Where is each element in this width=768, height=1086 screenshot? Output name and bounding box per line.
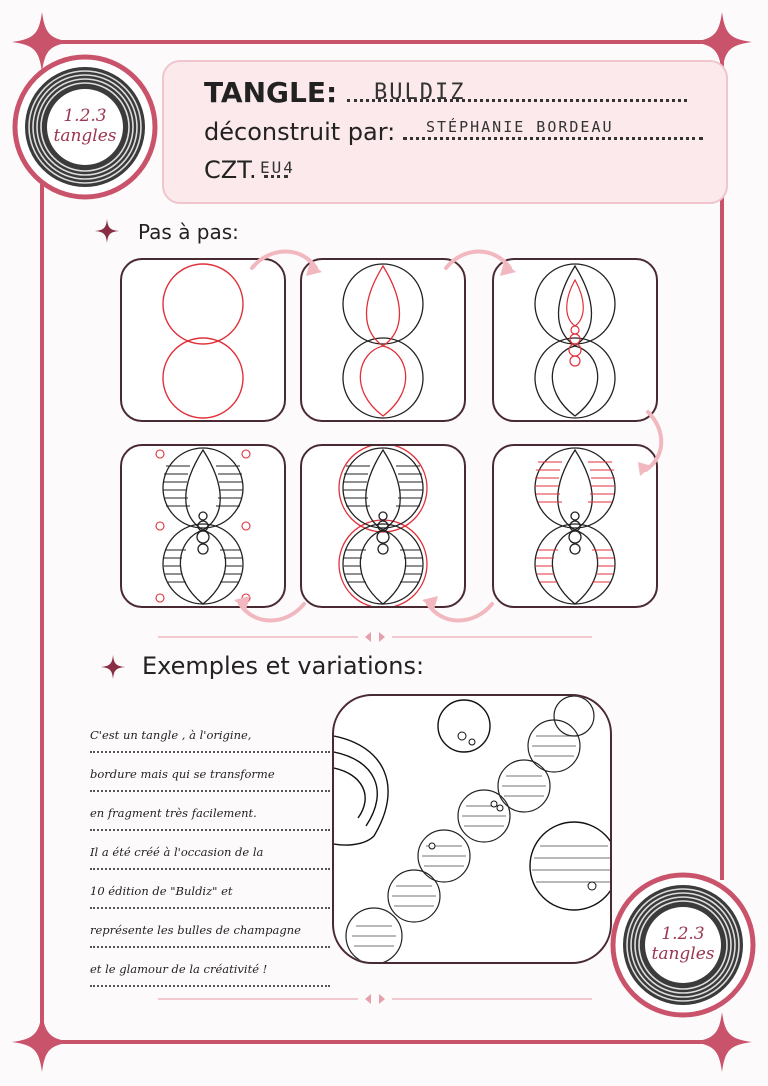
description-notes bbox=[90, 720, 330, 993]
step-box-4 bbox=[120, 444, 286, 608]
divider-bottom-diamond-icon bbox=[365, 994, 385, 1004]
example-tangle-drawing bbox=[334, 696, 610, 962]
deconstruit-label: déconstruit par: bbox=[204, 118, 396, 146]
logo-text-line2-bottom: tangles bbox=[651, 944, 715, 964]
header-panel bbox=[162, 60, 728, 204]
logo-text-line1-bottom: 1.2.3 bbox=[661, 924, 705, 944]
logo-medallion-top bbox=[10, 52, 160, 202]
divider-top-left bbox=[158, 636, 358, 638]
divider-diamond-icon bbox=[365, 632, 385, 642]
divider-top-right bbox=[392, 636, 592, 638]
author-name: STÉPHANIE BORDEAU bbox=[426, 118, 614, 136]
examples-title: Exemples et variations: bbox=[142, 652, 425, 680]
note-line-5: 10 édition de "Buldiz" et bbox=[90, 876, 330, 909]
logo-medallion-bottom bbox=[608, 870, 758, 1020]
steps-title: Pas à pas: bbox=[138, 220, 239, 244]
note-line-7: et le glamour de la créativité ! bbox=[90, 954, 330, 987]
note-line-6: représente les bulles de champagne bbox=[90, 915, 330, 948]
note-line-4: Il a été créé à l'occasion de la bbox=[90, 837, 330, 870]
corner-star-bottom-left bbox=[10, 1010, 74, 1074]
frame-left-line bbox=[40, 180, 44, 1042]
divider-bottom-right bbox=[392, 998, 592, 1000]
example-artwork bbox=[332, 694, 612, 964]
step-6-drawing bbox=[494, 446, 656, 606]
step-5-drawing bbox=[302, 446, 464, 606]
step-box-1 bbox=[120, 258, 286, 422]
step-1-drawing bbox=[122, 260, 284, 420]
frame-bottom-line bbox=[40, 1040, 728, 1044]
frame-top-line bbox=[40, 40, 728, 44]
note-line-2: bordure mais qui se transforme bbox=[90, 759, 330, 792]
czt-label: CZT. bbox=[204, 156, 257, 184]
divider-bottom-left bbox=[158, 998, 358, 1000]
step-box-5 bbox=[300, 444, 466, 608]
czt-value: EU4 bbox=[260, 158, 295, 177]
logo-text-line2: tangles bbox=[53, 126, 117, 146]
logo-text-line1: 1.2.3 bbox=[63, 106, 107, 126]
step-3-drawing bbox=[494, 260, 656, 420]
step-box-6 bbox=[492, 444, 658, 608]
step-4-drawing bbox=[122, 446, 284, 606]
examples-bullet-star-icon bbox=[100, 654, 126, 680]
note-line-1: C'est un tangle , à l'origine, bbox=[90, 720, 330, 753]
step-box-3 bbox=[492, 258, 658, 422]
step-2-drawing bbox=[302, 260, 464, 420]
note-line-3: en fragment très facilement. bbox=[90, 798, 330, 831]
steps-bullet-star-icon bbox=[94, 218, 120, 244]
tangle-label: TANGLE: bbox=[204, 76, 338, 109]
tangle-name: BULDIZ bbox=[374, 80, 466, 105]
step-box-2 bbox=[300, 258, 466, 422]
